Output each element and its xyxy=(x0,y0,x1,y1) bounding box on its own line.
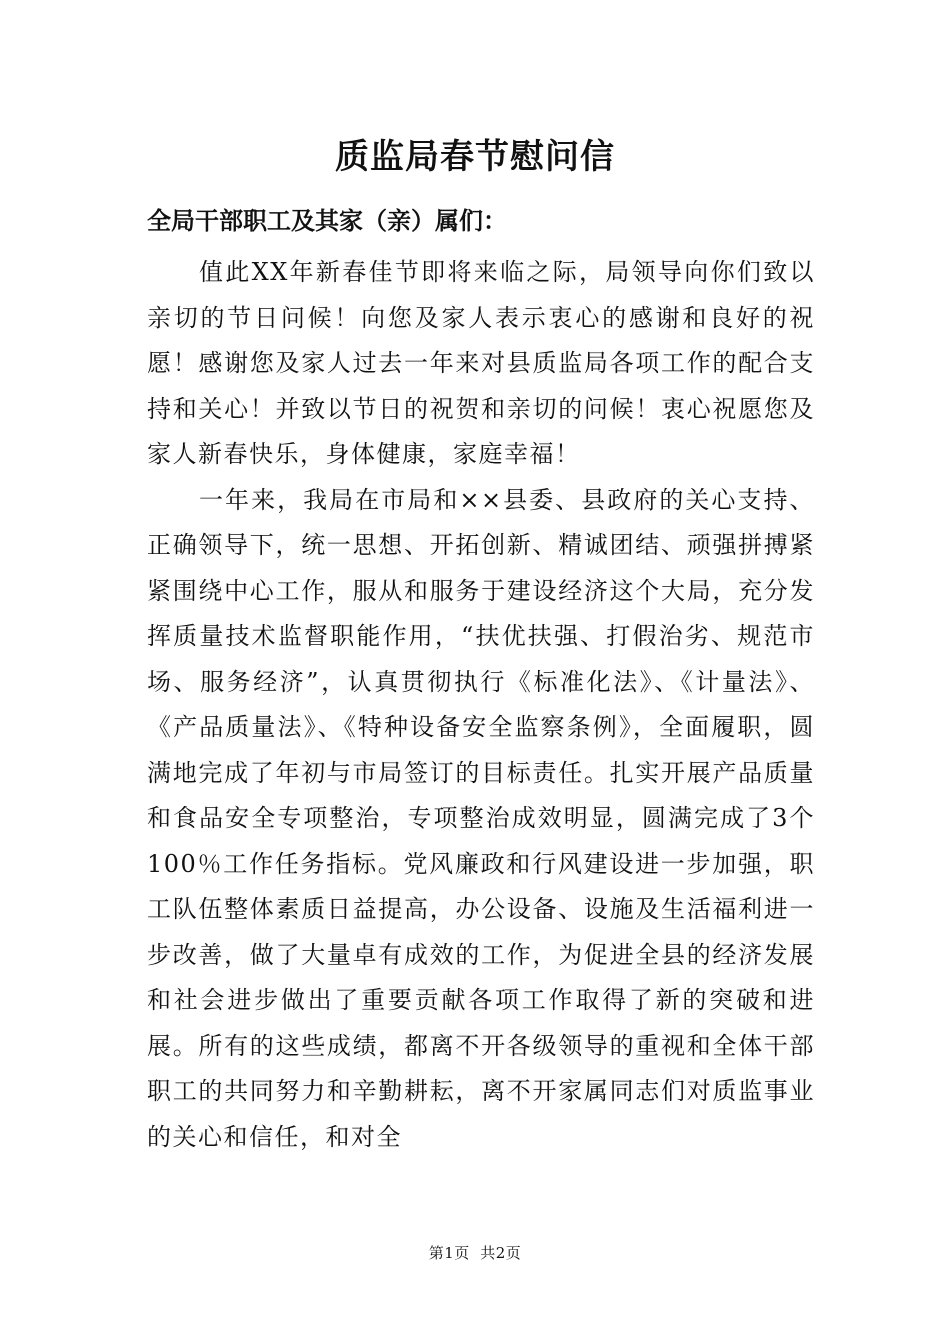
page-footer xyxy=(0,1242,950,1264)
page-number: 第1页 共2页 xyxy=(428,1244,522,1262)
paragraph-achievements: 一年来，我局在市局和××县委、县政府的关心支持、正确领导下，统一思想、开拓创新、精诚团结、顽强拼搏紧紧围绕中心工作，服从和服务于建设经济这个大局，充分发挥质量技术监督职能作用，“扶优扶强、打假治劣、规范市场、服务经济”，认真贯彻执行《标准化法》、《计量法》、《产品质量法》、《特种设备安全监察条例》，全面履职，圆满地完成了年初与市局签订的目标责任。扎实开展产品质量和食品安全专项整治，专项整治成效明显，圆满完成了3个100％工作任务指标。党风廉政和行风建设进一步加强，职工队伍整体素质日益提高，办公设备、设施及生活福利进一步改善，做了大量卓有成效的工作，为促进全县的经济发展和社会进步做出了重要贡献各项工作取得了新的突破和进展。所有的这些成绩，都离不开各级领导的重视和全体干部职工的共同努力和辛勤耕耘，离不开家属同志们对质监事业的关心和信任，和对全 xyxy=(147,485,815,1151)
letter-body xyxy=(147,250,815,1160)
salutation: 全局干部职工及其家（亲）属们： xyxy=(147,206,507,235)
paragraph-greeting: 值此XX年新春佳节即将来临之际，局领导向你们致以亲切的节日问候！向您及家人表示衷心的感谢和良好的祝愿！感谢您及家人过去一年来对县质监局各项工作的配合支持和关心！并致以节日的祝贺和亲切的问候！衷心祝愿您及家人新春快乐，身体健康，家庭幸福！ xyxy=(147,258,815,468)
document-title: 质监局春节慰问信 xyxy=(335,137,615,177)
